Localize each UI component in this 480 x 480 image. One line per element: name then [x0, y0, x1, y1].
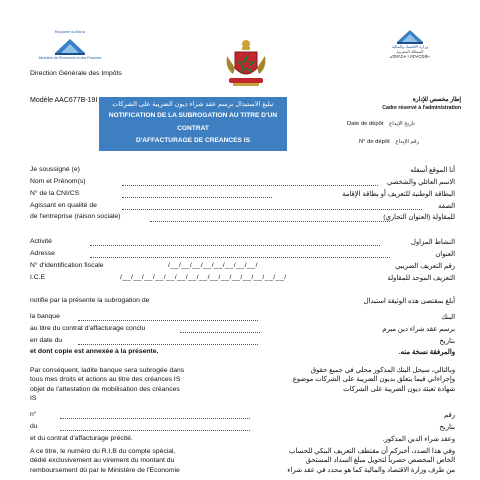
enterprise-field[interactable]	[150, 221, 390, 222]
bank-label: la banque	[30, 313, 60, 320]
subrogation-paragraph	[30, 366, 240, 404]
attestation-number-field[interactable]	[60, 418, 250, 419]
kingdom-label-ar: المملكة المغربية	[396, 49, 424, 54]
paragraph-line: A ce titre, le numéro du R.I.B du compte spécial,	[30, 448, 176, 455]
admin-reserved-box	[345, 97, 461, 151]
ministry-logo	[30, 30, 110, 60]
deposit-number-label: N° de dépôt	[359, 139, 390, 145]
model-code-fr: Modèle AAC677B-19I	[30, 97, 98, 104]
paragraph-line-ar: وفي هذا الصدد، أخبركم أن مقتطف التعريف البنكي للحساب	[289, 448, 455, 455]
contract-label: au titre du contrat d'affacturage conclu	[30, 325, 146, 332]
activity-label: Activité	[30, 238, 52, 245]
paragraph-line-ar: وإجراءاتي فيما يتعلق بديون الضريبة على الشركات موضوع	[292, 376, 455, 384]
paragraph-line: tous mes droits et actions au titre des créances IS	[30, 376, 181, 384]
attestation-date-field[interactable]	[60, 430, 250, 431]
paragraph-line: remboursement dû par le Ministère de l'Economie	[30, 466, 180, 474]
ministry-label-ar: وزارة الاقتصاد والمالية	[391, 44, 429, 49]
admin-heading-ar: إطار مخصص للإدارة	[412, 97, 461, 103]
deposit-date-label: Date de dépôt	[347, 121, 384, 127]
name-label-ar: الاسم العائلي والشخصي	[386, 179, 455, 186]
contract-mention: et du contrat d'affacturage précité.	[30, 435, 133, 442]
tax-id-label-ar: رقم التعريف الضريبي	[394, 263, 455, 270]
paragraph-line: Par conséquent, ladite banque sera subrogée dans	[30, 367, 185, 374]
attestation-date-label: du	[30, 423, 38, 430]
annex-note-ar: والمرفقة نسخة منه.	[398, 349, 455, 356]
ice-label: I.C.E	[30, 274, 46, 281]
ice-field[interactable]: /__/__/__/__/__/__/__/__/__/__/__/__/__/__/__/	[120, 274, 287, 281]
form-title	[99, 97, 287, 151]
form-title-fr-line1: NOTIFICATION DE LA SUBROGATION AU TITRE D'UN CONTRAT	[108, 112, 278, 132]
paragraph-line: objet de l'attestation de mobilisation des créances	[30, 385, 180, 393]
admin-heading-fr: Cadre réservé à l'administration	[382, 105, 461, 111]
contract-date-field[interactable]	[78, 344, 258, 345]
paragraph-line: IS	[30, 395, 37, 403]
address-label: Adresse	[30, 250, 55, 257]
attestation-date-label-ar: بتاريخ	[439, 424, 455, 431]
notify-label: notifie par la présente la subrogation de	[30, 297, 150, 304]
attestation-number-label-ar: رقم	[443, 412, 455, 419]
contract-date-label: en date du	[30, 337, 63, 344]
cni-field[interactable]	[122, 197, 272, 198]
contract-date-label-ar: بتاريخ	[439, 338, 455, 345]
ministry-label: Ministère de l'Économie et des Finances	[38, 56, 102, 60]
enterprise-label-ar: للمقاولة (العنوان التجاري)	[383, 214, 455, 221]
kingdom-label: Royaume du Maroc	[54, 30, 86, 34]
bank-label-ar: البنك	[441, 314, 455, 321]
cni-label-ar: البطاقة الوطنية للتعريف أو بطاقة الإقامة	[342, 191, 455, 198]
notify-label-ar: أبلغ بمقتضى هذه الوثيقة استبدال	[363, 298, 455, 305]
address-label-ar: العنوان	[435, 251, 455, 258]
name-label: Nom et Prénom(s)	[30, 178, 86, 185]
form-title-fr-line2: D'AFFACTURAGE DE CREANCES IS	[135, 137, 251, 144]
paragraph-line-ar: وبالتالي، سيحل البنك المذكور محلي في جميع حقوق	[310, 367, 455, 374]
enterprise-label: de l'entreprise (raison sociale)	[30, 213, 121, 220]
cni-label: N° de la CNI/CS	[30, 190, 80, 197]
qualite-label: Agissant en qualité de	[30, 202, 97, 209]
name-field[interactable]	[122, 185, 378, 186]
deposit-number-field[interactable]	[359, 139, 419, 145]
subrogation-paragraph-ar	[255, 366, 455, 394]
tax-id-field[interactable]: /__/__/__/__/__/__/__/__/	[168, 262, 258, 269]
soussigne-label: Je soussigné (e)	[30, 166, 80, 173]
annex-note: et dont copie est annexée à la présente.	[30, 348, 159, 355]
qualite-label-ar: الصفة	[438, 203, 455, 210]
contract-mention-ar: وعقد شراء الدين المذكور.	[382, 436, 455, 443]
tax-id-label: N° d'identification fiscale	[30, 262, 104, 269]
deposit-date-label-ar: تاريخ الإيداع	[389, 121, 415, 127]
paragraph-line: dédié exclusivement au virement du montant du	[30, 457, 175, 465]
rib-paragraph	[30, 447, 240, 475]
dgi-label: Direction Générale des Impôts	[30, 70, 122, 77]
contract-field[interactable]	[180, 332, 260, 333]
deposit-number-label-ar: رقم الإيداع	[395, 139, 420, 145]
contract-label-ar: برسم عقد شراء دين مبرم	[382, 326, 455, 333]
bank-field[interactable]	[78, 320, 258, 321]
qualite-field[interactable]	[122, 209, 422, 210]
ministry-emblem-icon	[53, 37, 87, 55]
address-field[interactable]	[90, 257, 390, 258]
royal-coat-of-arms-icon	[223, 38, 269, 88]
rib-paragraph-ar	[255, 447, 455, 475]
soussigne-label-ar: أنا الموقع أسفله	[410, 167, 455, 174]
ministry-logo-ar	[362, 28, 458, 59]
kingdom-label-tifinagh: +ⴰⴳⵍⴷⵉⵜ ⵏ ⵍⵎⵖⵔⵉⴱ	[389, 54, 431, 59]
attestation-number-label: n°	[30, 411, 37, 418]
form-title-ar: تبليغ الاستبدال برسم عقد شراء ديون الضريبة على الشركات	[112, 101, 274, 108]
ministry-emblem-icon	[395, 28, 425, 44]
ice-label-ar: التعريف الموحد للمقاولة	[387, 275, 455, 282]
paragraph-line-ar: من طرف وزارة الاقتصاد والمالية كما هو محدد في عقد شراء	[287, 466, 455, 474]
activity-label-ar: النشاط المزاول	[410, 239, 455, 246]
activity-field[interactable]	[90, 245, 380, 246]
deposit-date-field[interactable]	[347, 121, 415, 127]
paragraph-line-ar: الخاص المخصص حصرياً لتحويل مبلغ السداد المستحق	[305, 457, 455, 465]
paragraph-line-ar: شهادة تعبئة ديون الضريبة على الشركات	[343, 385, 455, 393]
